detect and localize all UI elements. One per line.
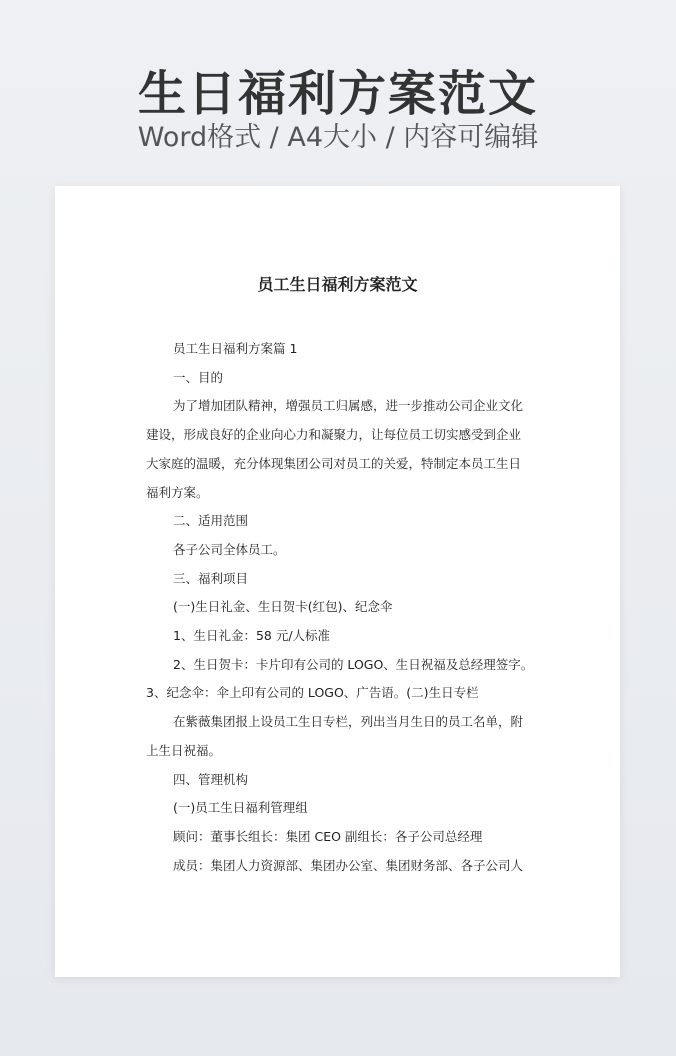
body-line: 成员：集团人力资源部、集团办公室、集团财务部、各子公司人 [173, 857, 524, 873]
section-heading: 四、管理机构 [173, 771, 249, 787]
body-line: 上生日祝福。 [146, 742, 222, 758]
body-line: 顾问：董事长组长：集团 CEO 副组长：各子公司总经理 [173, 828, 483, 844]
body-line: 建设，形成良好的企业向心力和凝聚力，让每位员工切实感受到企业 [146, 427, 522, 443]
body-line: 为了增加团队精神，增强员工归属感，进一步推动公司企业文化 [173, 398, 524, 414]
body-line: 1、生日礼金：58 元/人标准 [173, 628, 331, 644]
paragraph-heading: 员工生日福利方案篇 1 [173, 341, 298, 356]
document-title: 员工生日福利方案范文 [257, 275, 418, 294]
document-page [55, 186, 620, 977]
body-line: 3、纪念伞：伞上印有公司的 LOGO、广告语。(二)生日专栏 [146, 685, 479, 701]
body-line: 福利方案。 [146, 484, 209, 500]
section-heading: 三、福利项目 [173, 570, 249, 586]
body-line: 在紫薇集团报上设员工生日专栏，列出当月生日的员工名单，附 [173, 714, 524, 730]
body-line: 大家庭的温暖，充分体现集团公司对员工的关爱，特制定本员工生日 [146, 455, 522, 471]
body-line: 各子公司全体员工。 [173, 541, 286, 557]
section-heading: 二、适用范围 [173, 513, 249, 529]
body-line: 2、生日贺卡：卡片印有公司的 LOGO、生日祝福及总经理签字。 [173, 656, 534, 672]
body-line: (一)员工生日福利管理组 [173, 800, 308, 816]
document-body [146, 335, 534, 880]
body-line: (一)生日礼金、生日贺卡(红包)、纪念伞 [173, 599, 393, 615]
banner-title: 生日福利方案范文 [137, 66, 538, 122]
section-heading: 一、目的 [173, 369, 224, 385]
banner-subtitle: Word格式 / A4大小 / 内容可编辑 [137, 122, 539, 153]
